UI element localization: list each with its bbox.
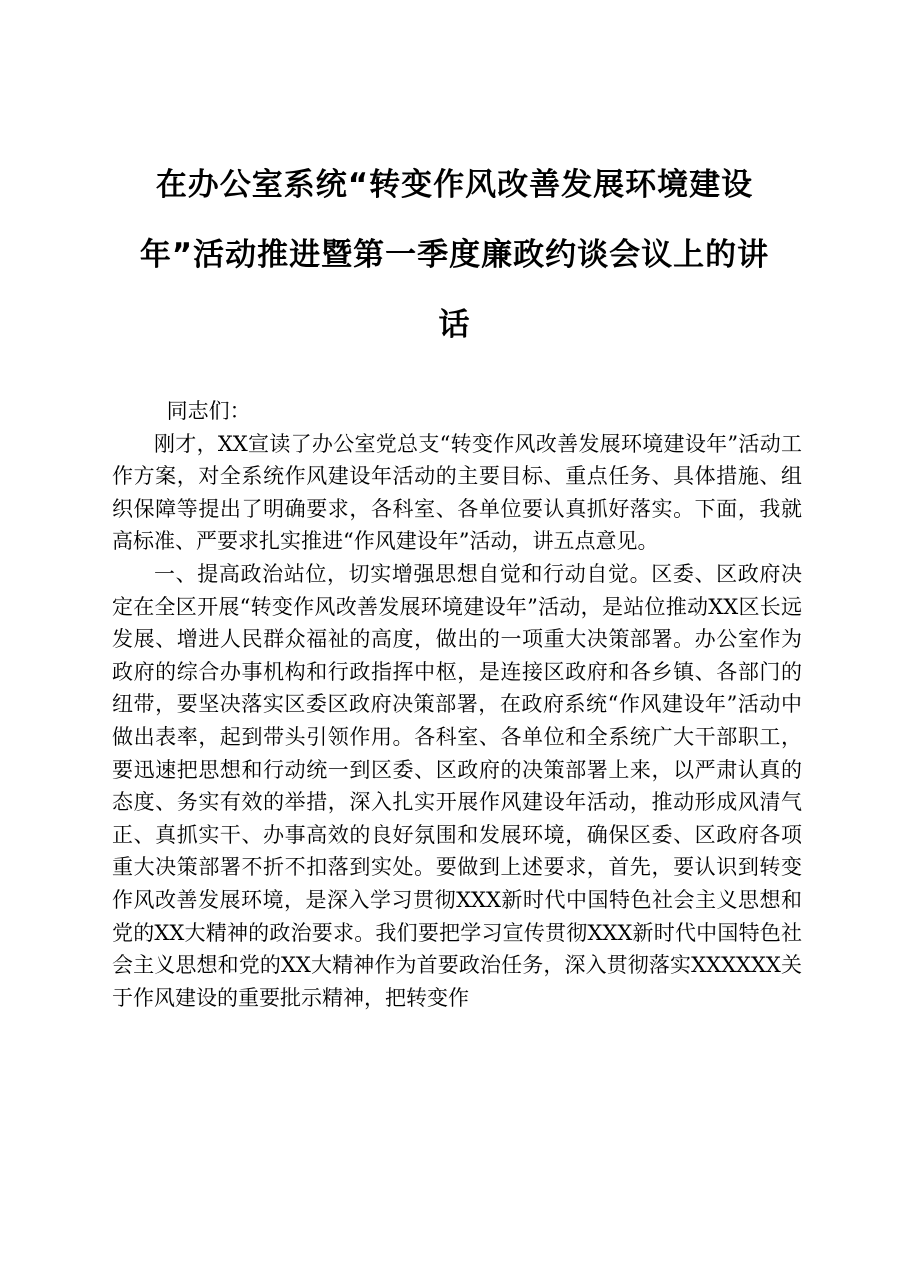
paragraph-intro: 刚才，XX宣读了办公室党总支“转变作风改善发展环境建设年”活动工作方案，对全系统作风建设年活动的主要目标、重点任务、具体措施、组织保障等提出了明确要求，各科室、各单位要认真抓好落实。下面，我就高标准、严要求扎实推进“作风建设年”活动，讲五点意见。 [112,431,802,554]
title-line-1: 在办公室系统“转变作风改善发展环境建设 [155,167,754,203]
document-body [112,395,802,1014]
document-title [100,150,809,360]
salutation: 同志们： [166,399,251,423]
title-line-2: 年”活动推进暨第一季度廉政约谈会议上的讲 [139,237,770,273]
paragraph-point-one: 一、提高政治站位，切实增强思想自觉和行动自觉。区委、区政府决定在全区开展“转变作风改善发展环境建设年”活动，是站位推动XX区长远发展、增进人民群众福祉的高度，做出的一项重大决策部署。办公室作为政府的综合办事机构和行政指挥中枢，是连接区政府和各乡镇、各部门的纽带，要坚决落实区委区政府决策部署，在政府系统“作风建设年”活动中做出表率，起到带头引领作用。各科室、各单位和全系统广大干部职工，要迅速把思想和行动统一到区委、区政府的决策部署上来，以严肃认真的态度、务实有效的举措，深入扎实开展作风建设年活动，推动形成风清气正、真抓实干、办事高效的良好氛围和发展环境，确保区委、区政府各项重大决策部署不折不扣落到实处。要做到上述要求，首先，要认识到转变作风改善发展环境，是深入学习贯彻XXX新时代中国特色社会主义思想和党的XX大精神的政治要求。我们要把学习宣传贯彻XXX新时代中国特色社会主义思想和党的XX大精神作为首要政治任务，深入贯彻落实XXXXXX关于作风建设的重要批示精神，把转变作 [112,561,802,1010]
title-line-3: 话 [438,307,471,343]
